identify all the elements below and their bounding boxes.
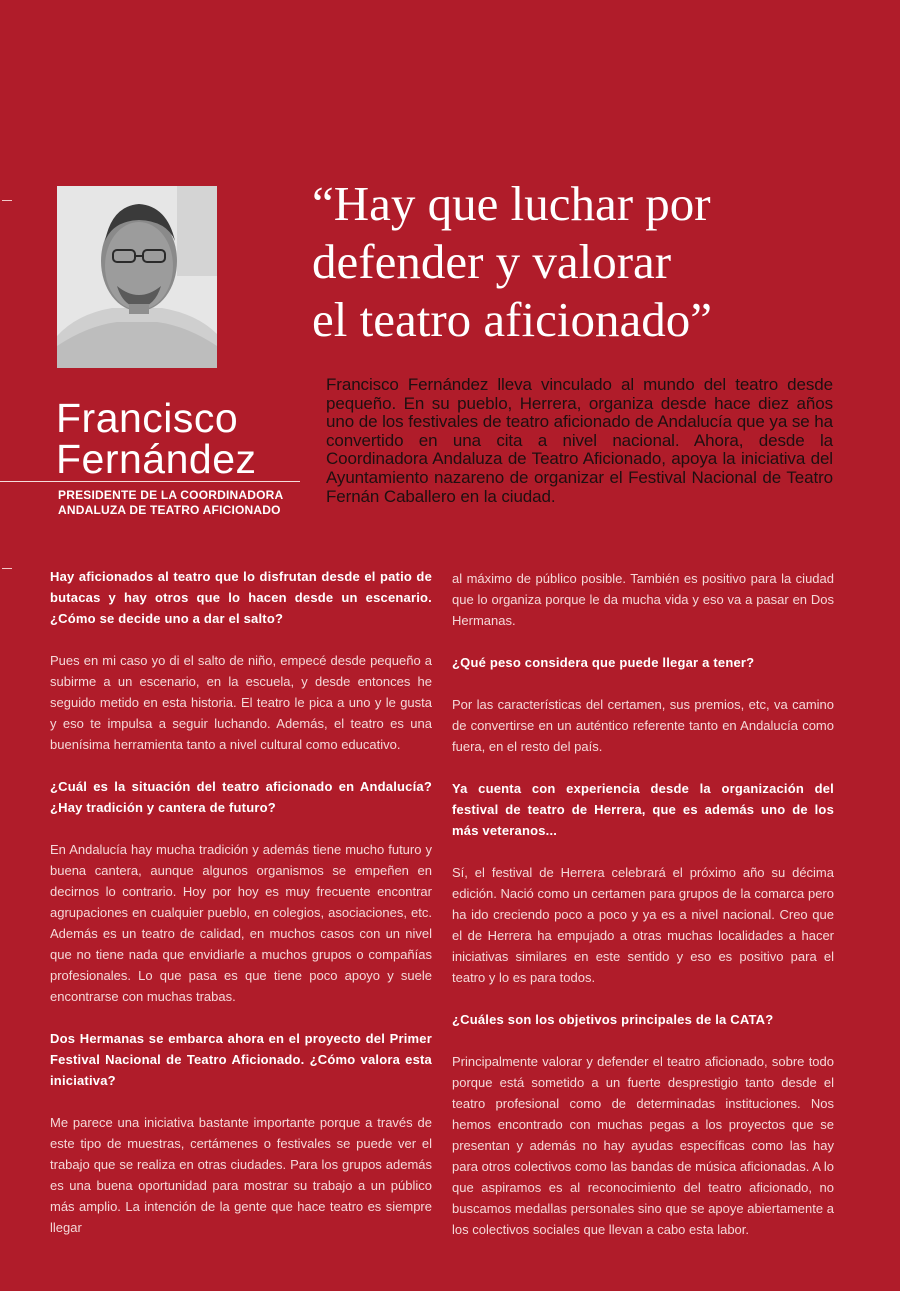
person-role: [58, 488, 308, 518]
answer-5: Sí, el festival de Herrera celebrará el próximo año su décima edición. Nació como un certamen para grupos de la comarca pero ha ido creciendo poco a poco y ya es a nivel nacional. Creo que el de Herrera ha empujado a otras muchas localidades a hacer iniciativas similares en este sentido y eso es positivo para el teatro y lo es para todos.: [452, 865, 834, 985]
article-column-left: [50, 566, 432, 1259]
margin-mark: [2, 568, 12, 569]
name-underline: [0, 481, 300, 482]
question-3: Dos Hermanas se embarca ahora en el proyecto del Primer Festival Nacional de Teatro Aficionado. ¿Cómo valora esta iniciativa?: [50, 1031, 432, 1088]
headline-line-3: el teatro aficionado”: [312, 292, 712, 347]
person-name: [56, 395, 306, 482]
role-line-2: ANDALUZA DE TEATRO AFICIONADO: [58, 503, 281, 517]
portrait-photo: [57, 186, 217, 368]
person-first-name: Francisco: [56, 395, 239, 441]
question-6: ¿Cuáles son los objetivos principales de la CATA?: [452, 1012, 774, 1027]
question-5: Ya cuenta con experiencia desde la organización del festival de teatro de Herrera, que es además uno de los más veteranos...: [452, 781, 834, 838]
question-1: Hay aficionados al teatro que lo disfrutan desde el patio de butacas y hay otros que lo hacen desde un escenario. ¿Cómo se decide uno a dar el salto?: [50, 569, 432, 626]
question-4: ¿Qué peso considera que puede llegar a tener?: [452, 655, 755, 670]
headline-quote: [312, 175, 872, 349]
headline-line-1: “Hay que luchar por: [312, 176, 711, 231]
role-line-1: PRESIDENTE DE LA COORDINADORA: [58, 488, 284, 502]
headline-line-2: defender y valorar: [312, 234, 672, 289]
answer-4: Por las características del certamen, sus premios, etc, va camino de convertirse en un auténtico referente tanto en Andalucía como fuera, en el resto del país.: [452, 697, 834, 754]
person-last-name: Fernández: [56, 436, 257, 482]
answer-3-continued: al máximo de público posible. También es positivo para la ciudad que lo organiza porque le da mucha vida y eso va a pasar en Dos Hermanas.: [452, 571, 834, 628]
question-2: ¿Cuál es la situación del teatro aficionado en Andalucía? ¿Hay tradición y cantera de futuro?: [50, 779, 432, 815]
answer-6: Principalmente valorar y defender el teatro aficionado, sobre todo porque está sometido a un fuerte desprestigio tanto desde el teatro profesional como de determinadas instituciones. Nos hemos encontrado con muchas pegas a los proyectos que se presentan y además no hay ayudas específicas como las hay para otros colectivos como las bandas de música aficionadas. A lo que aspiramos es al reconocimiento del teatro aficionado, no buscamos medallas personales sino que se apoye abiertamente a los colectivos sociales que llevan a cabo esta labor.: [452, 1054, 834, 1237]
answer-3: Me parece una iniciativa bastante importante porque a través de este tipo de muestras, certámenes o festivales se puede ver el trabajo que se realiza en otras ciudades. Para los grupos además es una buena oportunidad para mostrar su trabajo a un público más amplio. La intención de la gente que hace teatro es siempre llegar: [50, 1115, 432, 1235]
answer-2: En Andalucía hay mucha tradición y además tiene mucho futuro y buena cantera, aunque algunos organismos se empeñen en decirnos lo contrario. Hoy por hoy es muy frecuente encontrar agrupaciones en cualquier pueblo, en colegios, asociaciones, etc. Además es un teatro de calidad, en muchos casos con un nivel que no tiene nada que envidiarle a muchos grupos o compañías profesionales. Lo que pasa es que tiene poco apoyo y suele encontrarse con muchas trabas.: [50, 842, 432, 1004]
margin-mark: [2, 200, 12, 201]
article-column-right: [452, 568, 834, 1261]
intro-paragraph: Francisco Fernández lleva vinculado al mundo del teatro desde pequeño. En su pueblo, Herrera, organiza desde hace diez años uno de los festivales de teatro aficionado de Andalucía que ya se ha convertido en una cita a nivel nacional. Ahora, desde la Coordinadora Andaluza de Teatro Aficionado, apoya la iniciativa del Ayuntamiento nazareno de organizar el Festival Nacional de Teatro Fernán Caballero en la ciudad.: [326, 375, 833, 506]
answer-1: Pues en mi caso yo di el salto de niño, empecé desde pequeño a subirme a un escenario, en la escuela, y desde entonces he seguido metido en esta historia. El teatro le pica a uno y le gusta y eso te impulsa a seguir luchando. Además, el teatro es una buenísima herramienta tanto a nivel cultural como educativo.: [50, 653, 432, 752]
